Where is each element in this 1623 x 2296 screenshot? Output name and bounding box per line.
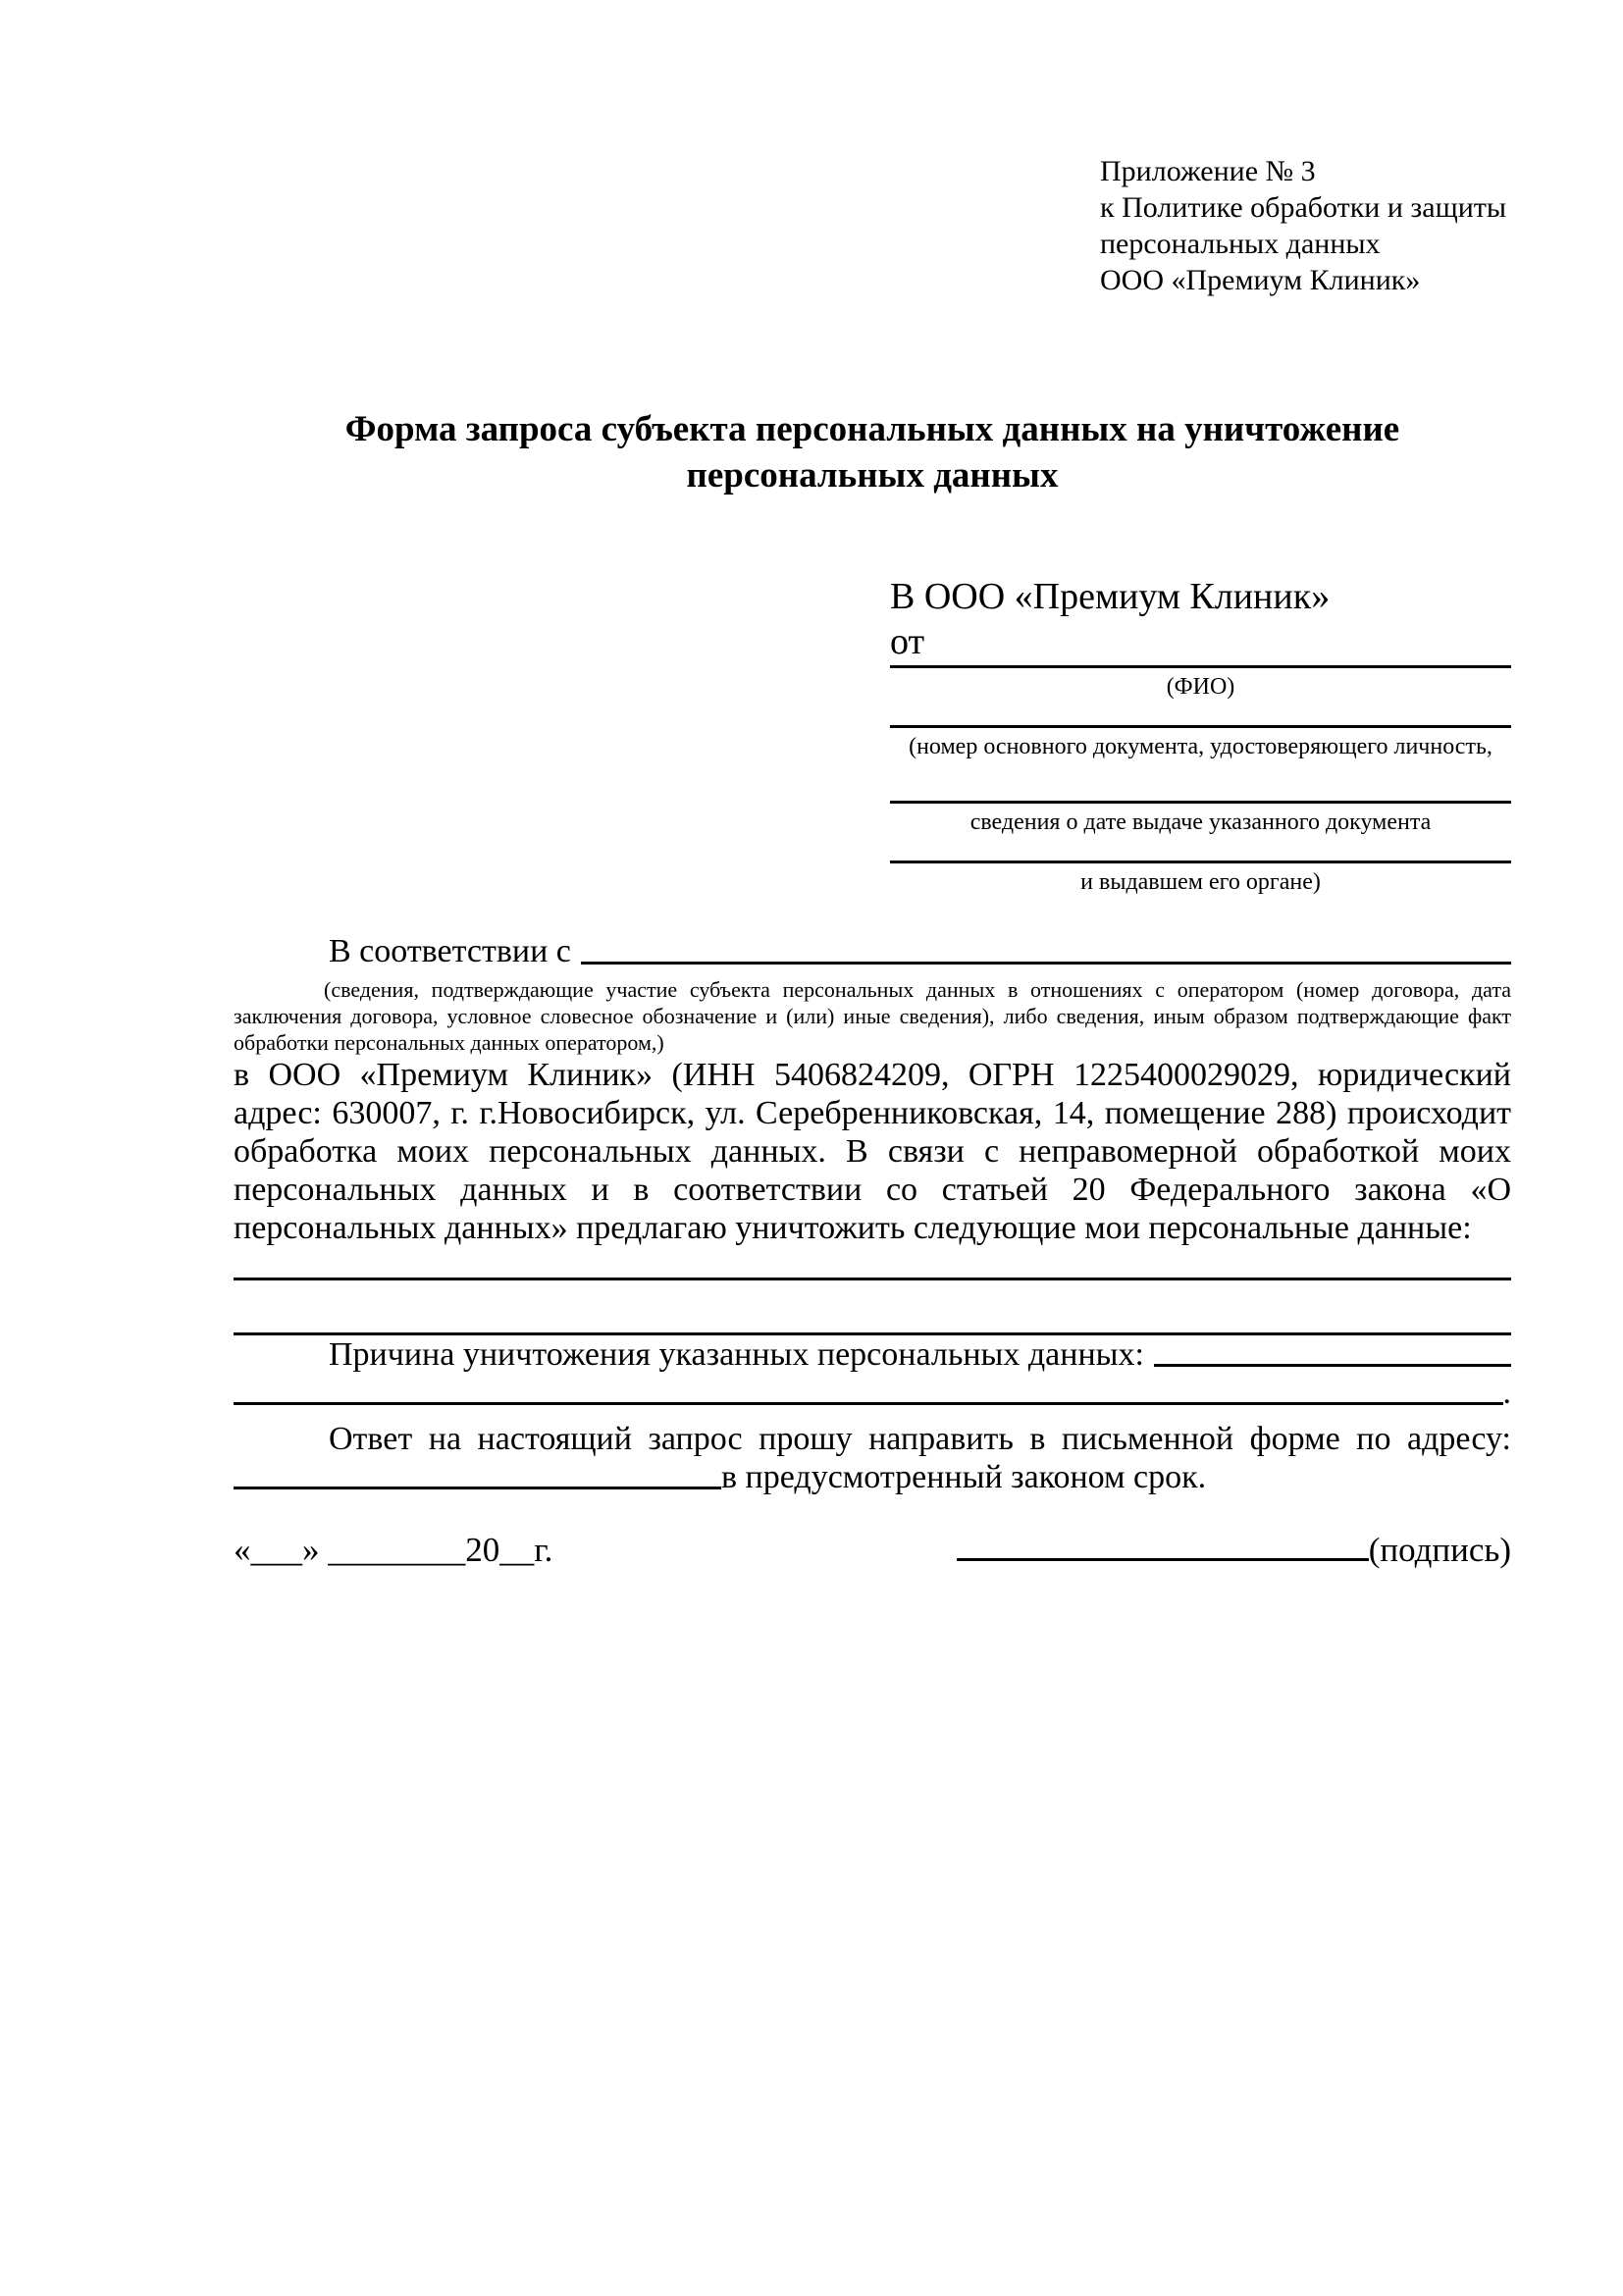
document-content xyxy=(234,0,1511,1571)
date-field[interactable]: «___» ________20__г. xyxy=(234,1531,553,1569)
appendix-line-2: к Политике обработки и защиты xyxy=(1100,191,1507,224)
personal-data-blank-line-1[interactable] xyxy=(234,1247,1511,1280)
main-paragraph: в ООО «Премиум Клиник» (ИНН 5406824209, ОГРН 1225400029029, юридический адрес: 630007, г. г.Новосибирск, ул. Серебренниковская, 14, помещение 288) происходит обработка моих персональных данных. В связи с неправомерной обработкой моих персональных данных и в соответствии со статьей 20 Федерального закона «О персональных данных» предлагаю уничтожить следующие мои персональные данные: xyxy=(234,1057,1511,1246)
address-blank-field[interactable] xyxy=(234,1487,721,1489)
reason-continuation-row xyxy=(234,1374,1511,1412)
issuing-authority-blank-field[interactable] xyxy=(890,837,1511,863)
accordance-blank-field[interactable] xyxy=(581,962,1511,965)
date-signature-row xyxy=(234,1530,1511,1571)
signature-blank-field[interactable] xyxy=(957,1558,1369,1561)
appendix-line-3: персональных данных xyxy=(1100,228,1381,260)
addressee-block xyxy=(890,573,1511,897)
issuing-authority-field-label: и выдавшем его органе) xyxy=(1080,869,1321,895)
response-address-row xyxy=(234,1458,1511,1496)
reason-blank-field[interactable] xyxy=(1154,1364,1511,1367)
reason-label: Причина уничтожения указанных персональных данных: xyxy=(329,1336,1144,1373)
document-title: Форма запроса субъекта персональных данных на уничтожение персональных данных xyxy=(344,409,1400,496)
issue-date-blank-field[interactable] xyxy=(890,761,1511,804)
accordance-note: (сведения, подтверждающие участие субъекта персональных данных в отношениях с оператором (номер договора, дата заключения договора, условное словесное обозначение и (или) иные сведения), либо сведения, иным образом подтверждающие факт обработки персональных данных оператором,) xyxy=(234,977,1511,1055)
document-number-field-label: (номер основного документа, удостоверяющего личность, xyxy=(909,734,1492,759)
appendix-line-4: ООО «Премиум Клиник» xyxy=(1100,264,1421,296)
response-suffix: в предусмотренный законом срок. xyxy=(721,1459,1207,1495)
addressee-from-label: от xyxy=(890,621,925,662)
reason-blank-line-2[interactable] xyxy=(234,1402,1503,1405)
response-sentence: Ответ на настоящий запрос прошу направить в письменной форме по адресу: xyxy=(329,1421,1511,1457)
personal-data-blank-line-2[interactable] xyxy=(234,1280,1511,1335)
signature-part xyxy=(957,1530,1511,1571)
reason-row xyxy=(234,1335,1511,1374)
appendix-line-1: Приложение № 3 xyxy=(1100,155,1316,187)
reason-line-terminator: . xyxy=(1502,1375,1511,1411)
accordance-row xyxy=(234,932,1511,971)
appendix-block xyxy=(1100,0,1511,298)
fio-field-label: (ФИО) xyxy=(1166,674,1235,700)
addressee-to: В ООО «Премиум Клиник» xyxy=(890,576,1331,617)
signature-label: (подпись) xyxy=(1368,1531,1511,1569)
issue-date-field-label: сведения о дате выдаче указанного документа xyxy=(969,809,1432,835)
document-number-blank-field[interactable] xyxy=(890,702,1511,728)
accordance-prefix: В соответствии с xyxy=(329,933,571,969)
